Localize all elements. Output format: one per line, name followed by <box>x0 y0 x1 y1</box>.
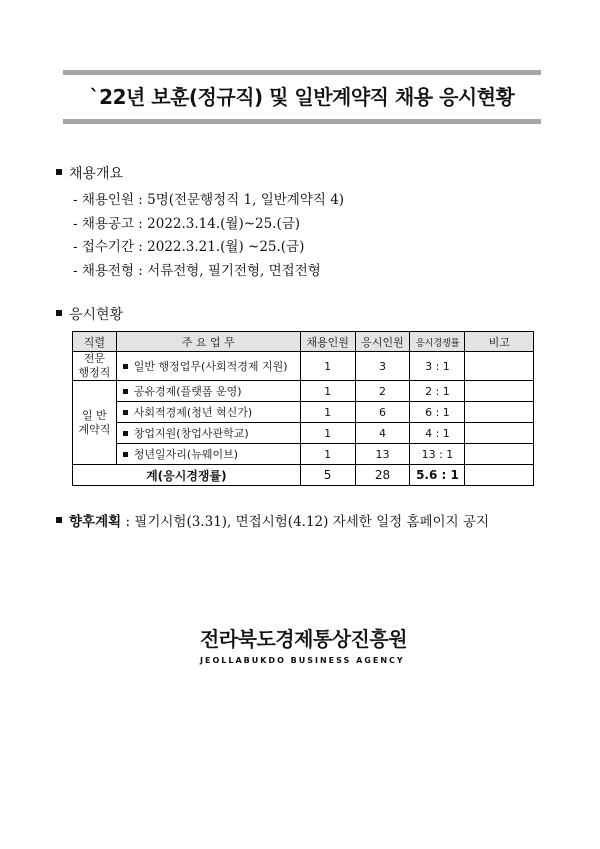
overview-lines <box>73 189 344 283</box>
task-cell <box>116 352 300 381</box>
plan-label: 향후계획 <box>69 514 122 530</box>
square-bullet-icon <box>123 410 128 415</box>
table-row <box>73 444 534 465</box>
column-header: 비고 <box>465 332 534 352</box>
square-bullet-icon <box>56 169 62 175</box>
overview-heading-text: 채용개요 <box>69 166 124 182</box>
category-cell: 전문 행정직 <box>73 352 117 381</box>
column-header: 응시경쟁률 <box>410 332 465 352</box>
overview-line: - 접수기간 : 2022.3.21.(월) ~25.(금) <box>73 239 305 255</box>
square-bullet-icon <box>123 452 128 457</box>
hires-cell: 1 <box>300 381 355 402</box>
total-label-cell: 계(응시경쟁률) <box>73 465 301 486</box>
applicants-cell: 2 <box>355 381 410 402</box>
total-hires-cell: 5 <box>300 465 355 486</box>
note-cell <box>465 381 534 402</box>
total-row <box>73 465 534 486</box>
total-note-cell <box>465 465 534 486</box>
status-table <box>72 331 534 486</box>
status-heading <box>56 304 123 324</box>
square-bullet-icon <box>123 431 128 436</box>
plan-text: : 필기시험(3.31), 면접시험(4.12) 자세한 일정 홈페이지 공지 <box>121 514 490 530</box>
task-label: 사회적경제(청년 혁신가) <box>133 406 253 419</box>
square-bullet-icon <box>123 364 128 369</box>
task-cell <box>116 423 300 444</box>
note-cell <box>465 423 534 444</box>
plan-line <box>56 510 489 530</box>
square-bullet-icon <box>123 389 128 394</box>
note-cell <box>465 444 534 465</box>
ratio-cell: 4 : 1 <box>410 423 465 444</box>
table-row <box>73 352 534 381</box>
table-row <box>73 381 534 402</box>
task-label: 일반 행정업무(사회적경제 지원) <box>133 360 288 373</box>
applicants-cell: 6 <box>355 402 410 423</box>
task-cell <box>116 444 300 465</box>
category-cell: 일 반 계약직 <box>73 381 117 465</box>
organization-logo <box>200 623 408 665</box>
task-label: 공유경제(플랫폼 운영) <box>133 385 242 398</box>
applicants-cell: 13 <box>355 444 410 465</box>
total-ratio-cell: 5.6 : 1 <box>410 465 465 486</box>
table-header-row <box>73 332 534 352</box>
column-header: 주 요 업 무 <box>116 332 300 352</box>
overview-line: - 채용인원 : 5명(전문행정직 1, 일반계약직 4) <box>73 192 345 208</box>
ratio-cell: 2 : 1 <box>410 381 465 402</box>
ratio-cell: 6 : 1 <box>410 402 465 423</box>
square-bullet-icon <box>56 517 62 523</box>
task-cell <box>116 381 300 402</box>
task-label: 창업지원(창업사관학교) <box>133 427 249 440</box>
column-header: 채용인원 <box>300 332 355 352</box>
note-cell <box>465 402 534 423</box>
column-header: 응시인원 <box>355 332 410 352</box>
status-heading-text: 응시현황 <box>69 307 124 323</box>
applicants-cell: 3 <box>355 352 410 381</box>
total-applicants-cell: 28 <box>355 465 410 486</box>
task-cell <box>116 402 300 423</box>
hires-cell: 1 <box>300 444 355 465</box>
overview-heading <box>56 163 123 183</box>
table-row <box>73 423 534 444</box>
ratio-cell: 13 : 1 <box>410 444 465 465</box>
ratio-cell: 3 : 1 <box>410 352 465 381</box>
hires-cell: 1 <box>300 423 355 444</box>
table-row <box>73 402 534 423</box>
organization-name-kr: 전라북도경제통상진흥원 <box>200 627 408 651</box>
title-bottom-rule <box>63 119 541 124</box>
hires-cell: 1 <box>300 402 355 423</box>
overview-line: - 채용전형 : 서류전형, 필기전형, 면접전형 <box>73 262 321 279</box>
column-header: 직렬 <box>73 332 117 352</box>
task-label: 청년일자리(뉴웨이브) <box>133 448 239 461</box>
organization-name-en: JEOLLABUKDO BUSINESS AGENCY <box>200 656 405 665</box>
hires-cell: 1 <box>300 352 355 381</box>
applicants-cell: 4 <box>355 423 410 444</box>
square-bullet-icon <box>56 310 62 316</box>
overview-line: - 채용공고 : 2022.3.14.(월)~25.(금) <box>73 215 301 232</box>
page-title: `22년 보훈(정규직) 및 일반계약직 채용 응시현황 <box>89 85 515 109</box>
note-cell <box>465 352 534 381</box>
title-box <box>63 70 541 122</box>
